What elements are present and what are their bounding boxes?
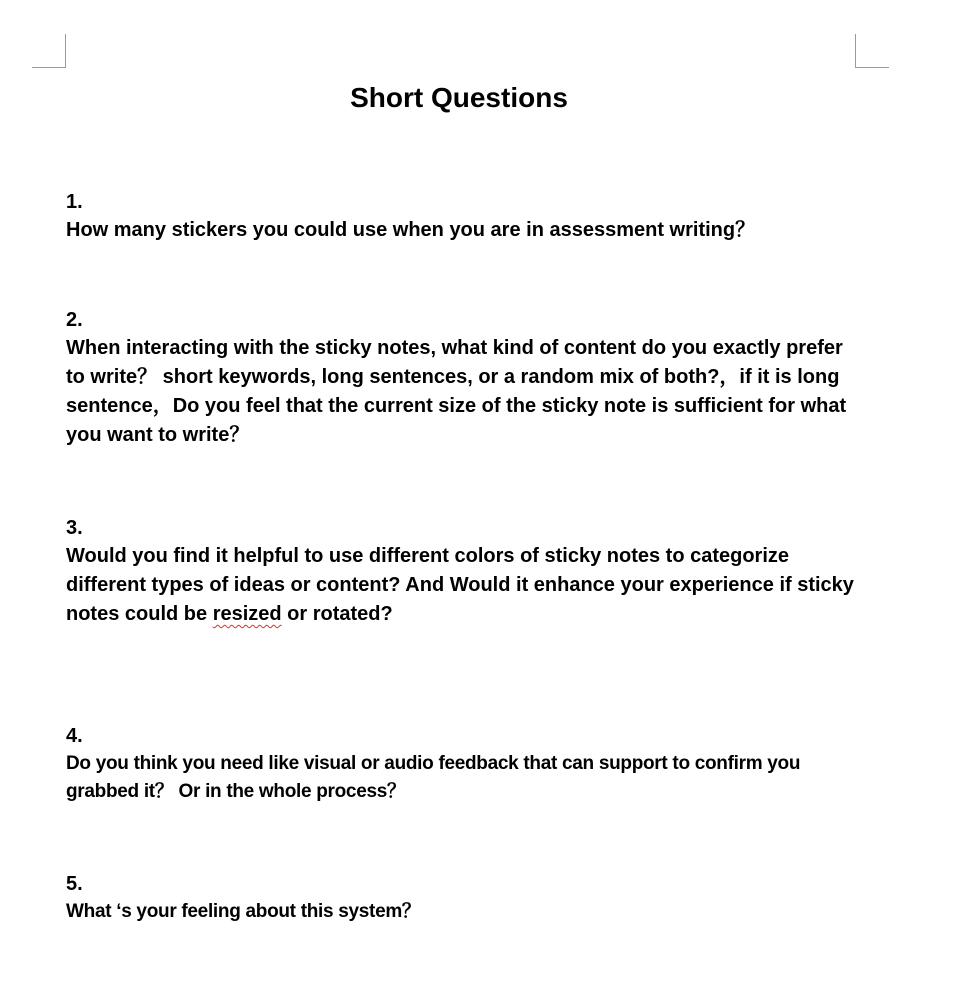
question-5: [66, 870, 866, 926]
question-number: 3.: [66, 517, 83, 539]
spellcheck-marked-word[interactable]: resized: [212, 603, 282, 625]
crop-mark-top-right: [855, 34, 856, 68]
question-number: 5.: [66, 873, 83, 895]
question-text: [66, 542, 866, 629]
question-text: How many stickers you could use when you are in assessment writing？: [66, 219, 756, 241]
question-text: Do you think you need like visual or audio feedback that can support to confirm you grabbed it？ Or in the whole process？: [66, 753, 801, 802]
question-number: 4.: [66, 725, 83, 747]
crop-mark-top-left: [32, 67, 66, 68]
question-number: 1.: [66, 191, 83, 213]
question-text: When interacting with the sticky notes, what kind of content do you exactly prefer to write？ short keywords, long sentences, or a random mix of both?，if it is long sentence，Do you feel that the current size of the sticky note is sufficient for what you want to write？: [66, 337, 847, 446]
question-text-part: Would you find it helpful to use different colors of sticky notes to categorize different types of ideas or content? And Would it enhance your experience if sticky notes could be: [66, 545, 854, 625]
question-2: [66, 306, 866, 450]
question-1: [66, 188, 866, 245]
question-text: What ‘s your feeling about this system？: [66, 901, 421, 922]
crop-mark-top-left: [65, 34, 66, 68]
question-number: 2.: [66, 309, 83, 331]
question-text-part: or rotated?: [281, 603, 393, 625]
page-title: Short Questions: [350, 82, 568, 113]
question-3: [66, 514, 866, 629]
crop-mark-top-right: [855, 67, 889, 68]
question-4: [66, 722, 866, 806]
